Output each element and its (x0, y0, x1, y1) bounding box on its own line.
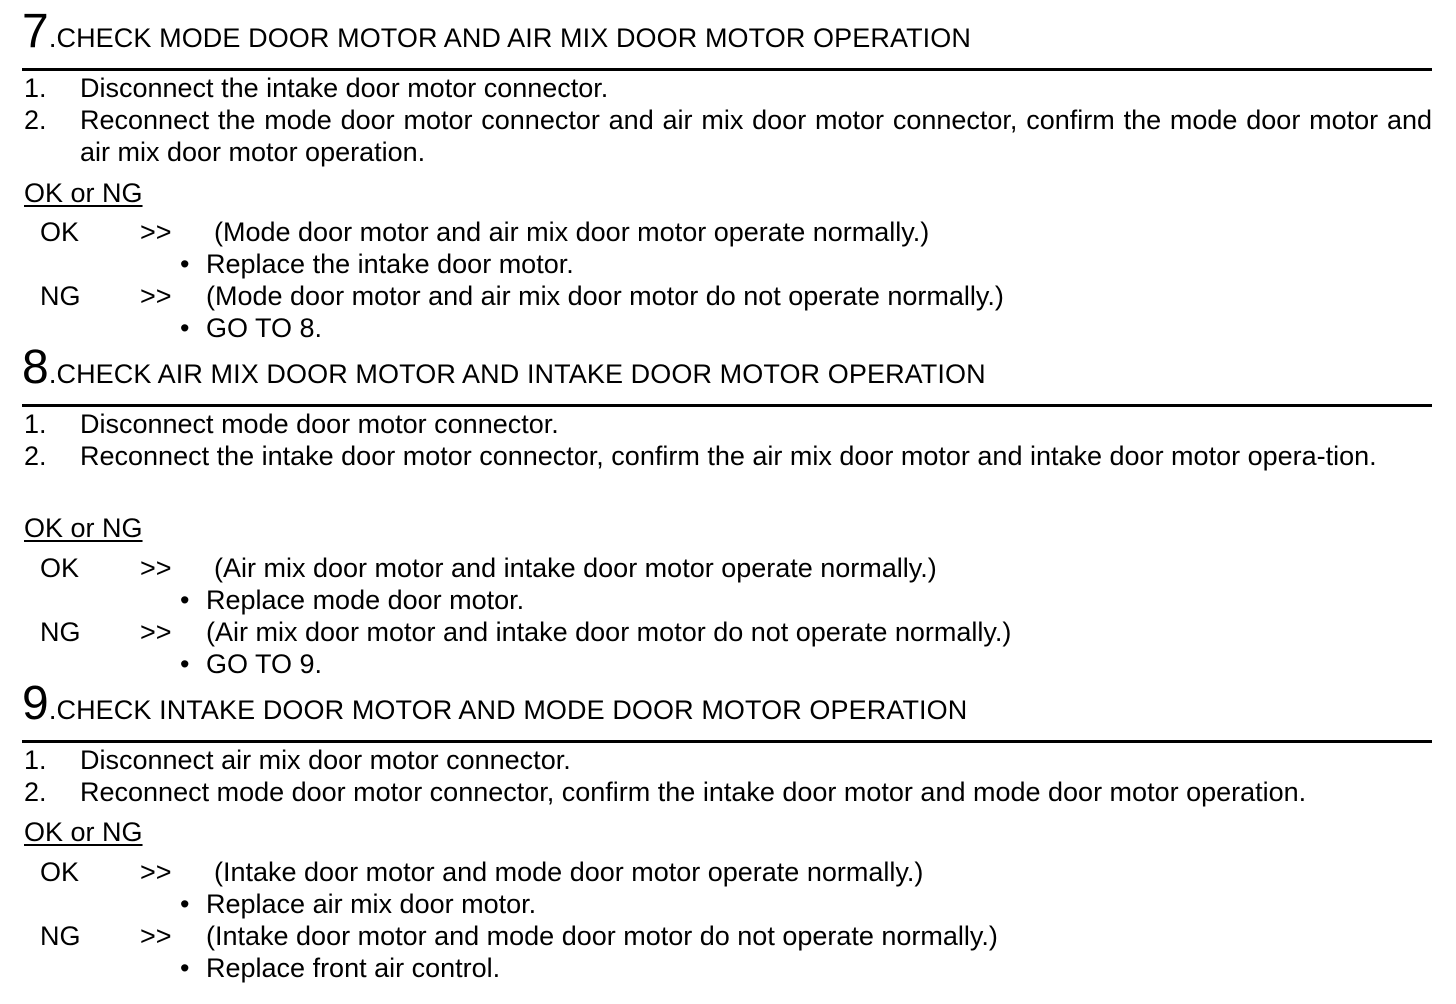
arrow-icon: >> (140, 217, 172, 247)
step-text: Disconnect mode door motor connector. (80, 409, 559, 439)
result-description: (Intake door motor and mode door motor do not operate normally.) (206, 921, 998, 951)
section-title: CHECK INTAKE DOOR MOTOR AND MODE DOOR MOTOR OPERATION (56, 695, 968, 725)
arrow-icon: >> (140, 857, 172, 887)
result-action: Replace air mix door motor. (206, 889, 537, 919)
step-text: Disconnect air mix door motor connector. (80, 745, 571, 775)
step-text: Reconnect the intake door motor connector, confirm the air mix door motor and intake door motor opera-tion. (80, 441, 1377, 471)
result-code: OK (40, 553, 80, 583)
ok-ng-label: OK or NG (24, 178, 143, 208)
section-heading (22, 341, 986, 394)
step-item (24, 104, 1432, 168)
result-description: (Mode door motor and air mix door motor operate normally.) (214, 217, 930, 247)
bullet-icon: • (180, 953, 190, 983)
bullet-icon: • (180, 249, 190, 279)
result-description: (Intake door motor and mode door motor operate normally.) (214, 857, 924, 887)
step-number: 7 (22, 5, 49, 58)
step-index: 1. (24, 745, 47, 775)
step-list (24, 72, 1432, 168)
heading-rule (22, 740, 1432, 743)
result-action: Replace the intake door motor. (206, 249, 574, 279)
heading-rule (22, 68, 1432, 71)
step-index: 2. (24, 105, 47, 135)
arrow-icon: >> (140, 921, 172, 951)
section-title: CHECK AIR MIX DOOR MOTOR AND INTAKE DOOR MOTOR OPERATION (56, 359, 986, 389)
step-item (24, 440, 1432, 472)
bullet-icon: • (180, 313, 190, 343)
ok-ng-label: OK or NG (24, 817, 143, 847)
result-code: NG (40, 921, 81, 951)
result-code: OK (40, 857, 80, 887)
ok-ng-label: OK or NG (24, 513, 143, 543)
step-number-dot: . (48, 22, 57, 53)
step-text: Disconnect the intake door motor connector. (80, 73, 609, 103)
step-text: Reconnect mode door motor connector, confirm the intake door motor and mode door motor operation. (80, 777, 1307, 807)
result-description: (Air mix door motor and intake door motor do not operate normally.) (206, 617, 1012, 647)
step-index: 1. (24, 73, 47, 103)
step-item (24, 776, 1432, 808)
step-text: Reconnect the mode door motor connector and air mix door motor connector, confirm the mode door motor and air mix door motor operation. (80, 105, 1432, 167)
result-description: (Mode door motor and air mix door motor do not operate normally.) (206, 281, 1004, 311)
result-action: Replace front air control. (206, 953, 501, 983)
step-number-dot: . (48, 358, 57, 389)
section-heading (22, 677, 968, 730)
step-item (24, 72, 1432, 104)
bullet-icon: • (180, 889, 190, 919)
arrow-icon: >> (140, 281, 172, 311)
step-item (24, 744, 1432, 776)
result-action: Replace mode door motor. (206, 585, 525, 615)
result-code: NG (40, 617, 81, 647)
step-index: 1. (24, 409, 47, 439)
result-action: GO TO 9. (206, 649, 323, 679)
step-index: 2. (24, 777, 47, 807)
bullet-icon: • (180, 585, 190, 615)
result-code: NG (40, 281, 81, 311)
bullet-icon: • (180, 649, 190, 679)
result-code: OK (40, 217, 80, 247)
heading-rule (22, 404, 1432, 407)
step-number-dot: . (48, 694, 57, 725)
step-number: 8 (22, 341, 49, 394)
arrow-icon: >> (140, 553, 172, 583)
step-item (24, 408, 1432, 440)
result-action: GO TO 8. (206, 313, 323, 343)
step-number: 9 (22, 677, 49, 730)
arrow-icon: >> (140, 617, 172, 647)
step-list (24, 744, 1432, 808)
section-title: CHECK MODE DOOR MOTOR AND AIR MIX DOOR MOTOR OPERATION (56, 23, 971, 53)
step-list (24, 408, 1432, 472)
result-description: (Air mix door motor and intake door motor operate normally.) (214, 553, 937, 583)
step-index: 2. (24, 441, 47, 471)
section-heading (22, 5, 971, 58)
